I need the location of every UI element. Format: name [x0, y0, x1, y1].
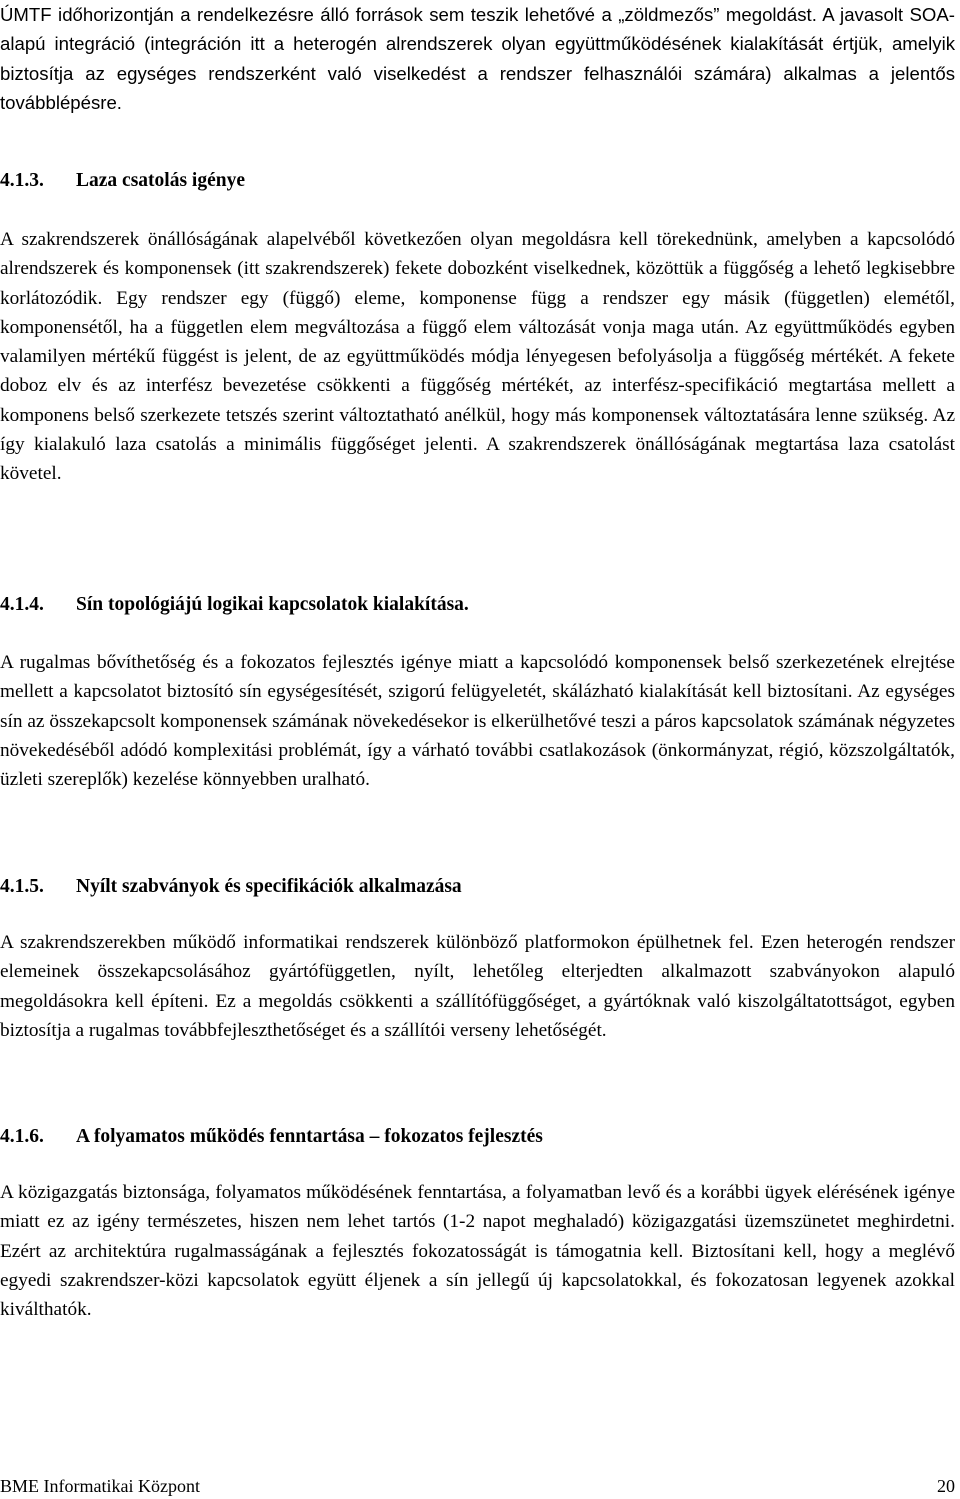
- section-number: 4.1.6.: [0, 1126, 44, 1147]
- section-number: 4.1.3.: [0, 170, 44, 191]
- section-body-4-1-4: A rugalmas bővíthetőség és a fokozatos fejlesztés igénye miatt a kapcsolódó komponensek belső szerkezetének elrejtése mellett a kapcsolatot biztosító sín egységesítését, szigorú felügyeletét, skálázható kialakítását kell biztosítani. Az egységes sín az összekapcsolt komponensek számának növekedésekor is elkerülhetővé teszi a páros kapcsolatok számának négyzetes növekedéséből adódó komplexitási problémát, így a várható további csatlakozások (önkormányzat, régió, közszolgáltatók, üzleti szereplők) kezelése könnyebben uralható.: [0, 652, 955, 791]
- footer-organization: BME Informatikai Központ: [0, 1476, 200, 1496]
- section-body-4-1-3: A szakrendszerek önállóságának alapelvéből következően olyan megoldásra kell törekednünk, amelyben a kapcsolódó alrendszerek és komponensek (itt szakrendszerek) fekete dobozként viselkednek, közöttük a függőség a lehető legkisebbre korlátozódik. Egy rendszer egy (függő) eleme, komponense függ a rendszer egy másik (független) elemétől, komponensétől, ha a független elem megváltozása a függő elem változását vonja maga után. Az együttműködés egyben valamilyen mértékű függést is jelent, de az együttműködés módja lényegesen befolyásolja a függőség mértékét. A fekete doboz elv és az interfész bevezetése csökkenti a függőség mértékét, az interfész-specifikáció megtartása mellett a komponens belső szerkezete tetszés szerint változtatható anélkül, hogy más komponensek változtatására lenne szükség. Az így kialakuló laza csatolás a minimális függőséget jelenti. A szakrendszerek önállóságának megtartása laza csatolást követel.: [0, 229, 955, 485]
- section-title: Nyílt szabványok és specifikációk alkalmazása: [76, 876, 462, 897]
- section-number: 4.1.5.: [0, 876, 44, 897]
- section-body-4-1-5: A szakrendszerekben működő informatikai rendszerek különböző platformokon épülhetnek fel. Ezen heterogén rendszer elemeinek összekapcsolásához gyártófüggetlen, nyílt, lehetőleg elterjedten alkalmazott szabványokon alapuló megoldásokra kell építeni. Ez a megoldás csökkenti a szállítófüggőséget, a gyártóknak való kiszolgáltatottságot, egyben biztosítja a rugalmas továbbfejleszthetőséget és a szállítói verseny lehetőségét.: [0, 932, 955, 1041]
- page-number: 20: [937, 1476, 955, 1496]
- section-heading-4-1-4: [0, 594, 469, 616]
- section-body-4-1-6: A közigazgatás biztonsága, folyamatos működésének fenntartása, a folyamatban levő és a korábbi ügyek elérésének igénye miatt ez az igény természetes, hiszen nem lehet tartós (1-2 napot meghaladó) közigazgatási üzemszünetet meghirdetni. Ezért az architektúra rugalmasságának a fejlesztés fokozatosságát is támogatnia kell. Biztosítani kell, hogy a meglévő egyedi szakrendszer-közi kapcsolatok együtt éljenek a sín jellegű új kapcsolatokkal, és fokozatosan legyenek azokkal kiválthatók.: [0, 1182, 955, 1321]
- section-number: 4.1.4.: [0, 594, 44, 615]
- section-title: A folyamatos működés fenntartása – fokozatos fejlesztés: [76, 1126, 543, 1147]
- section-title: Sín topológiájú logikai kapcsolatok kialakítása.: [76, 594, 469, 615]
- section-heading-4-1-6: [0, 1126, 543, 1148]
- intro-paragraph: ÚMTF időhorizontján a rendelkezésre álló források sem teszik lehetővé a „zöldmezős” megoldást. A javasolt SOA-alapú integráció (integráción itt a heterogén alrendszerek olyan együttműködésének kialakítását értjük, amelyik biztosítja az egységes rendszerként való viselkedést a rendszer felhasználói számára) alkalmas a jelentős továbblépésre.: [0, 4, 955, 113]
- section-heading-4-1-3: [0, 170, 245, 192]
- section-heading-4-1-5: [0, 876, 462, 898]
- section-title: Laza csatolás igénye: [76, 170, 245, 191]
